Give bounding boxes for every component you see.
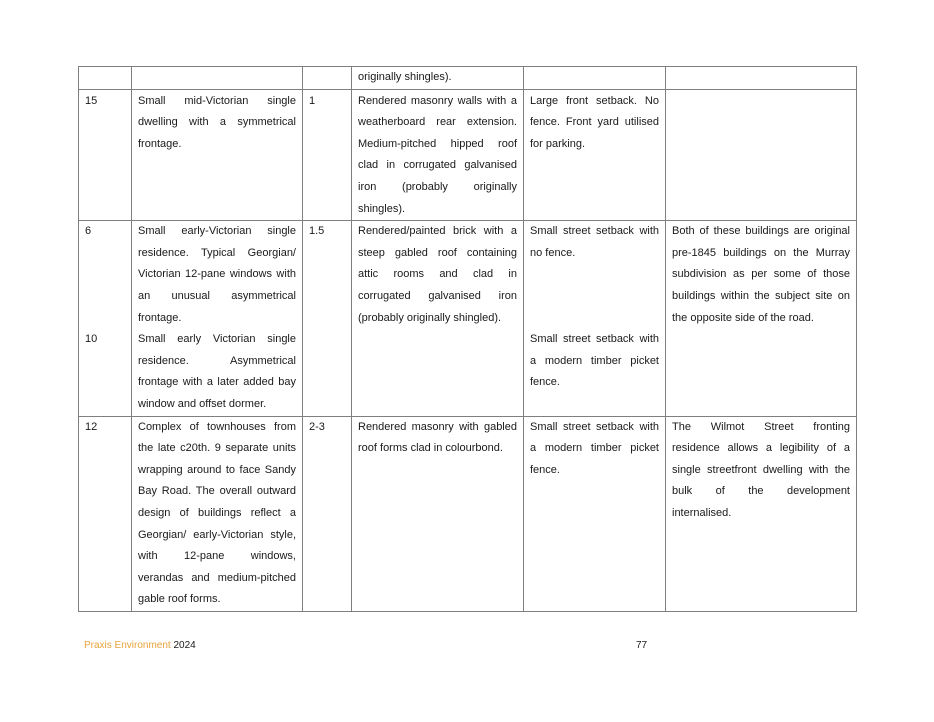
table-cell-setback: Large front setback. No fence. Front yard utilised for parking. xyxy=(524,89,666,221)
table-cell-setback: Small street setback with a modern timber picket fence. xyxy=(524,416,666,611)
table-cell xyxy=(524,67,666,90)
table-cell-storeys: 1 xyxy=(303,89,352,221)
table-cell xyxy=(132,67,303,90)
table-cell-description: Small mid-Victorian single dwelling with a symmetrical frontage. xyxy=(132,89,303,221)
table-cell-comment xyxy=(666,89,857,221)
table-cell-number: 15 xyxy=(79,89,132,221)
table-cell xyxy=(303,67,352,90)
table-cell-description: Small early Victorian single residence. Asymmetrical frontage with a later added bay window and offset dormer. xyxy=(132,329,303,416)
table-cell-description: Small early-Victorian single residence. Typical Georgian/ Victorian 12-pane windows with an unusual asymmetrical frontage. xyxy=(132,221,303,330)
table-row-continuation xyxy=(79,67,857,90)
heritage-table xyxy=(78,66,857,612)
table-cell-materials: Rendered masonry walls with a weatherboard rear extension. Medium-pitched hipped roof clad in corrugated galvanised iron (probably originally shingles). xyxy=(352,89,524,221)
table-row xyxy=(79,416,857,611)
table-cell-storeys: 1.5 xyxy=(303,221,352,416)
table-row xyxy=(79,221,857,330)
table-cell-number: 12 xyxy=(79,416,132,611)
table-cell-materials: Rendered/painted brick with a steep gabled roof containing attic rooms and clad in corrugated galvanised iron (probably originally shingled). xyxy=(352,221,524,416)
table-row xyxy=(79,89,857,221)
table-cell-comment: Both of these buildings are original pre-1845 buildings on the Murray subdivision as per some of those buildings within the subject site on the opposite side of the road. xyxy=(666,221,857,416)
footer-brand xyxy=(84,640,196,651)
table-cell xyxy=(666,67,857,90)
table-cell-setback: Small street setback with a modern timber picket fence. xyxy=(524,329,666,416)
footer-brand-name: Praxis Environment xyxy=(84,640,171,651)
footer-year: 2024 xyxy=(173,640,196,651)
table-cell-storeys: 2-3 xyxy=(303,416,352,611)
table-cell-description: Complex of townhouses from the late c20th. 9 separate units wrapping around to face Sandy Bay Road. The overall outward design of buildings reflect a Georgian/ early-Victorian style, with 12-pane windows, verandas and medium-pitched gable roof forms. xyxy=(132,416,303,611)
table-cell-comment: The Wilmot Street fronting residence allows a legibility of a single streetfront dwelling with the bulk of the development internalised. xyxy=(666,416,857,611)
page-number: 77 xyxy=(636,640,648,651)
table-cell-setback: Small street setback with no fence. xyxy=(524,221,666,330)
table-cell-materials: originally shingles). xyxy=(352,67,524,90)
table-cell-number: 10 xyxy=(79,329,132,416)
table-cell-number: 6 xyxy=(79,221,132,330)
table-cell xyxy=(79,67,132,90)
table-cell-materials: Rendered masonry with gabled roof forms clad in colourbond. xyxy=(352,416,524,611)
